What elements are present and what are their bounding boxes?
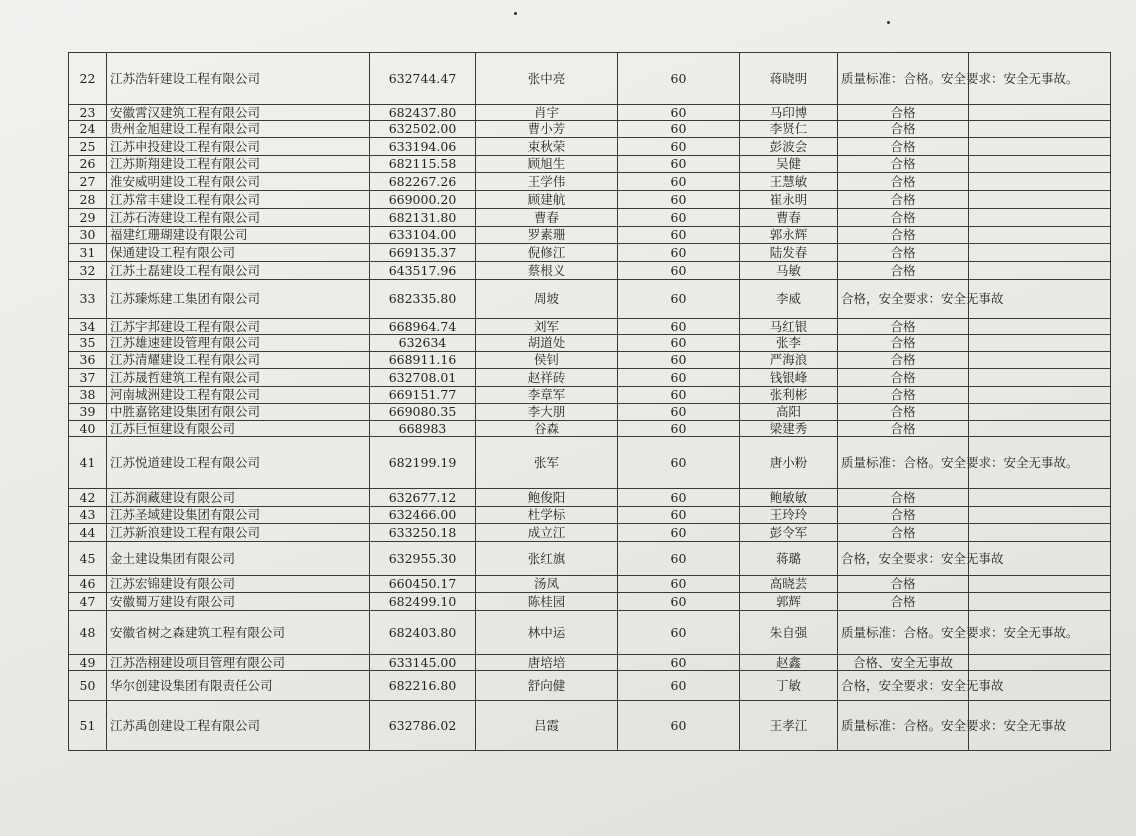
quality-requirement: 合格 xyxy=(838,227,969,244)
supervisor-name: 严海浪 xyxy=(740,352,838,369)
blank-cell xyxy=(969,593,1111,611)
company-name: 江苏圣域建设集团有限公司 xyxy=(107,507,370,524)
bid-amount: 682267.26 xyxy=(370,173,476,191)
project-manager: 林中运 xyxy=(476,611,618,655)
blank-cell xyxy=(969,489,1111,507)
quality-requirement: 合格 xyxy=(838,576,969,593)
table-row xyxy=(69,593,1111,611)
supervisor-name: 赵鑫 xyxy=(740,655,838,671)
table-row xyxy=(69,404,1111,421)
duration-days: 60 xyxy=(618,244,740,262)
bid-amount: 632955.30 xyxy=(370,542,476,576)
duration-days: 60 xyxy=(618,611,740,655)
row-number: 40 xyxy=(69,421,107,437)
table-row xyxy=(69,421,1111,437)
company-name: 江苏新浪建设工程有限公司 xyxy=(107,524,370,542)
project-manager: 周坡 xyxy=(476,280,618,319)
quality-requirement: 合格、安全无事故 xyxy=(838,655,969,671)
duration-days: 60 xyxy=(618,404,740,421)
company-name: 安徽蜀万建设有限公司 xyxy=(107,593,370,611)
company-name: 江苏常丰建设工程有限公司 xyxy=(107,191,370,209)
quality-requirement: 合格 xyxy=(838,593,969,611)
supervisor-name: 李威 xyxy=(740,280,838,319)
duration-days: 60 xyxy=(618,489,740,507)
project-manager: 刘军 xyxy=(476,319,618,335)
company-name: 华尔创建设集团有限责任公司 xyxy=(107,671,370,701)
project-manager: 张中亮 xyxy=(476,53,618,105)
quality-requirement: 合格 xyxy=(838,209,969,227)
company-name: 江苏晟哲建筑工程有限公司 xyxy=(107,369,370,387)
supervisor-name: 丁敏 xyxy=(740,671,838,701)
quality-requirement: 合格 xyxy=(838,105,969,121)
company-name: 贵州金旭建设工程有限公司 xyxy=(107,121,370,138)
quality-requirement: 质量标准：合格。安全要求：安全无事故 xyxy=(838,701,969,751)
bid-amount: 632786.02 xyxy=(370,701,476,751)
supervisor-name: 郭辉 xyxy=(740,593,838,611)
blank-cell xyxy=(969,576,1111,593)
duration-days: 60 xyxy=(618,576,740,593)
bid-amount: 632744.47 xyxy=(370,53,476,105)
company-name: 江苏臻烁建工集团有限公司 xyxy=(107,280,370,319)
blank-cell xyxy=(969,156,1111,173)
duration-days: 60 xyxy=(618,227,740,244)
row-number: 24 xyxy=(69,121,107,138)
row-number: 45 xyxy=(69,542,107,576)
duration-days: 60 xyxy=(618,524,740,542)
blank-cell xyxy=(969,352,1111,369)
row-number: 26 xyxy=(69,156,107,173)
company-name: 江苏石涛建设工程有限公司 xyxy=(107,209,370,227)
quality-requirement: 合格 xyxy=(838,156,969,173)
bid-amount: 633250.18 xyxy=(370,524,476,542)
duration-days: 60 xyxy=(618,319,740,335)
project-manager: 胡道处 xyxy=(476,335,618,352)
row-number: 42 xyxy=(69,489,107,507)
bid-amount: 632502.00 xyxy=(370,121,476,138)
row-number: 36 xyxy=(69,352,107,369)
company-name: 江苏土磊建设工程有限公司 xyxy=(107,262,370,280)
duration-days: 60 xyxy=(618,262,740,280)
row-number: 35 xyxy=(69,335,107,352)
quality-requirement: 合格 xyxy=(838,387,969,404)
supervisor-name: 钱银峰 xyxy=(740,369,838,387)
bid-amount: 669000.20 xyxy=(370,191,476,209)
quality-requirement: 合格 xyxy=(838,404,969,421)
supervisor-name: 梁建秀 xyxy=(740,421,838,437)
project-manager: 顾旭生 xyxy=(476,156,618,173)
supervisor-name: 吴健 xyxy=(740,156,838,173)
bid-amount: 682335.80 xyxy=(370,280,476,319)
duration-days: 60 xyxy=(618,701,740,751)
project-manager: 束秋荣 xyxy=(476,138,618,156)
row-number: 51 xyxy=(69,701,107,751)
table-row xyxy=(69,507,1111,524)
row-number: 30 xyxy=(69,227,107,244)
company-name: 江苏悦道建设工程有限公司 xyxy=(107,437,370,489)
company-name: 河南城洲建设工程有限公司 xyxy=(107,387,370,404)
blank-cell xyxy=(969,191,1111,209)
quality-requirement: 合格 xyxy=(838,173,969,191)
supervisor-name: 崔永明 xyxy=(740,191,838,209)
company-name: 江苏巨恒建设有限公司 xyxy=(107,421,370,437)
row-number: 37 xyxy=(69,369,107,387)
supervisor-name: 张李 xyxy=(740,335,838,352)
quality-requirement: 合格 xyxy=(838,524,969,542)
table-row xyxy=(69,524,1111,542)
supervisor-name: 曹春 xyxy=(740,209,838,227)
company-name: 江苏禹创建设工程有限公司 xyxy=(107,701,370,751)
project-manager: 顾建航 xyxy=(476,191,618,209)
supervisor-name: 李贤仁 xyxy=(740,121,838,138)
table-row xyxy=(69,319,1111,335)
project-manager: 成立江 xyxy=(476,524,618,542)
row-number: 50 xyxy=(69,671,107,701)
row-number: 46 xyxy=(69,576,107,593)
table-row xyxy=(69,576,1111,593)
table-row xyxy=(69,244,1111,262)
project-manager: 罗素珊 xyxy=(476,227,618,244)
quality-requirement: 合格，安全要求：安全无事故 xyxy=(838,671,969,701)
table-row xyxy=(69,227,1111,244)
supervisor-name: 王玲玲 xyxy=(740,507,838,524)
company-name: 江苏浩轩建设工程有限公司 xyxy=(107,53,370,105)
project-manager: 倪修江 xyxy=(476,244,618,262)
duration-days: 60 xyxy=(618,335,740,352)
company-name: 江苏申投建设工程有限公司 xyxy=(107,138,370,156)
quality-requirement: 质量标准：合格。安全要求：安全无事故。 xyxy=(838,53,969,105)
blank-cell xyxy=(969,105,1111,121)
row-number: 33 xyxy=(69,280,107,319)
row-number: 31 xyxy=(69,244,107,262)
company-name: 福建红珊瑚建设有限公司 xyxy=(107,227,370,244)
row-number: 49 xyxy=(69,655,107,671)
project-manager: 陈桂园 xyxy=(476,593,618,611)
project-manager: 汤凤 xyxy=(476,576,618,593)
blank-cell xyxy=(969,404,1111,421)
supervisor-name: 唐小粉 xyxy=(740,437,838,489)
blank-cell xyxy=(969,227,1111,244)
quality-requirement: 合格 xyxy=(838,191,969,209)
table-row xyxy=(69,280,1111,319)
bid-amount: 669151.77 xyxy=(370,387,476,404)
supervisor-name: 马印博 xyxy=(740,105,838,121)
project-manager: 杜学标 xyxy=(476,507,618,524)
table-row xyxy=(69,387,1111,404)
duration-days: 60 xyxy=(618,121,740,138)
quality-requirement: 合格 xyxy=(838,369,969,387)
project-manager: 曹春 xyxy=(476,209,618,227)
bid-amount: 682437.80 xyxy=(370,105,476,121)
supervisor-name: 彭波会 xyxy=(740,138,838,156)
duration-days: 60 xyxy=(618,352,740,369)
bid-amount: 682115.58 xyxy=(370,156,476,173)
project-manager: 李章军 xyxy=(476,387,618,404)
blank-cell xyxy=(969,173,1111,191)
quality-requirement: 合格 xyxy=(838,121,969,138)
table-row xyxy=(69,701,1111,751)
project-manager: 曹小芳 xyxy=(476,121,618,138)
supervisor-name: 朱自强 xyxy=(740,611,838,655)
speck-mark xyxy=(514,12,517,15)
project-manager: 李大朋 xyxy=(476,404,618,421)
project-manager: 赵祥砖 xyxy=(476,369,618,387)
supervisor-name: 彭令军 xyxy=(740,524,838,542)
row-number: 29 xyxy=(69,209,107,227)
quality-requirement: 合格 xyxy=(838,421,969,437)
project-manager: 唐培培 xyxy=(476,655,618,671)
row-number: 27 xyxy=(69,173,107,191)
supervisor-name: 高阳 xyxy=(740,404,838,421)
table-row xyxy=(69,121,1111,138)
table-row xyxy=(69,335,1111,352)
bid-amount: 632708.01 xyxy=(370,369,476,387)
table-row xyxy=(69,173,1111,191)
duration-days: 60 xyxy=(618,280,740,319)
row-number: 48 xyxy=(69,611,107,655)
row-number: 39 xyxy=(69,404,107,421)
project-manager: 吕霞 xyxy=(476,701,618,751)
row-number: 38 xyxy=(69,387,107,404)
quality-requirement: 合格 xyxy=(838,335,969,352)
table-row xyxy=(69,489,1111,507)
row-number: 22 xyxy=(69,53,107,105)
duration-days: 60 xyxy=(618,138,740,156)
blank-cell xyxy=(969,319,1111,335)
blank-cell xyxy=(969,421,1111,437)
table-row xyxy=(69,542,1111,576)
blank-cell xyxy=(969,655,1111,671)
company-name: 江苏宇邦建设工程有限公司 xyxy=(107,319,370,335)
row-number: 41 xyxy=(69,437,107,489)
duration-days: 60 xyxy=(618,173,740,191)
blank-cell xyxy=(969,387,1111,404)
bid-amount: 633194.06 xyxy=(370,138,476,156)
supervisor-name: 陆发春 xyxy=(740,244,838,262)
bid-amount: 633145.00 xyxy=(370,655,476,671)
quality-requirement: 合格 xyxy=(838,319,969,335)
row-number: 25 xyxy=(69,138,107,156)
company-name: 江苏清耀建设工程有限公司 xyxy=(107,352,370,369)
quality-requirement: 合格，安全要求：安全无事故 xyxy=(838,280,969,319)
blank-cell xyxy=(969,138,1111,156)
row-number: 47 xyxy=(69,593,107,611)
supervisor-name: 张利彬 xyxy=(740,387,838,404)
blank-cell xyxy=(969,121,1111,138)
row-number: 44 xyxy=(69,524,107,542)
duration-days: 60 xyxy=(618,421,740,437)
quality-requirement: 合格 xyxy=(838,489,969,507)
supervisor-name: 高晓芸 xyxy=(740,576,838,593)
company-name: 安徽省树之森建筑工程有限公司 xyxy=(107,611,370,655)
company-name: 金土建设集团有限公司 xyxy=(107,542,370,576)
supervisor-name: 马敏 xyxy=(740,262,838,280)
table-row xyxy=(69,53,1111,105)
duration-days: 60 xyxy=(618,156,740,173)
company-name: 江苏宏锦建设有限公司 xyxy=(107,576,370,593)
quality-requirement: 合格 xyxy=(838,352,969,369)
row-number: 28 xyxy=(69,191,107,209)
quality-requirement: 质量标准：合格。安全要求：安全无事故。 xyxy=(838,611,969,655)
table-row xyxy=(69,209,1111,227)
blank-cell xyxy=(969,244,1111,262)
bid-amount: 633104.00 xyxy=(370,227,476,244)
quality-requirement: 合格 xyxy=(838,244,969,262)
bid-amount: 669080.35 xyxy=(370,404,476,421)
bid-amount: 669135.37 xyxy=(370,244,476,262)
bid-amount: 632466.00 xyxy=(370,507,476,524)
supervisor-name: 蒋璐 xyxy=(740,542,838,576)
blank-cell xyxy=(969,209,1111,227)
quality-requirement: 合格 xyxy=(838,138,969,156)
project-manager: 蔡根义 xyxy=(476,262,618,280)
table-row xyxy=(69,611,1111,655)
bid-amount: 660450.17 xyxy=(370,576,476,593)
blank-cell xyxy=(969,369,1111,387)
table-row xyxy=(69,369,1111,387)
duration-days: 60 xyxy=(618,437,740,489)
row-number: 23 xyxy=(69,105,107,121)
table-row xyxy=(69,437,1111,489)
duration-days: 60 xyxy=(618,105,740,121)
duration-days: 60 xyxy=(618,593,740,611)
quality-requirement: 合格，安全要求：安全无事故 xyxy=(838,542,969,576)
bid-amount: 682199.19 xyxy=(370,437,476,489)
supervisor-name: 蒋晓明 xyxy=(740,53,838,105)
table-row xyxy=(69,191,1111,209)
table-row xyxy=(69,655,1111,671)
duration-days: 60 xyxy=(618,191,740,209)
row-number: 43 xyxy=(69,507,107,524)
duration-days: 60 xyxy=(618,655,740,671)
table-row xyxy=(69,671,1111,701)
blank-cell xyxy=(969,262,1111,280)
company-name: 江苏雄速建设管理有限公司 xyxy=(107,335,370,352)
bid-amount: 632634 xyxy=(370,335,476,352)
project-manager: 张红旗 xyxy=(476,542,618,576)
blank-cell xyxy=(969,507,1111,524)
bid-amount: 682403.80 xyxy=(370,611,476,655)
duration-days: 60 xyxy=(618,209,740,227)
table-row xyxy=(69,138,1111,156)
project-manager: 侯钊 xyxy=(476,352,618,369)
supervisor-name: 郭永辉 xyxy=(740,227,838,244)
company-name: 安徽霄汉建筑工程有限公司 xyxy=(107,105,370,121)
project-manager: 王学伟 xyxy=(476,173,618,191)
company-name: 中胜嘉铭建设集团有限公司 xyxy=(107,404,370,421)
quality-requirement: 合格 xyxy=(838,507,969,524)
duration-days: 60 xyxy=(618,542,740,576)
duration-days: 60 xyxy=(618,387,740,404)
bid-amount: 682499.10 xyxy=(370,593,476,611)
bid-amount: 668983 xyxy=(370,421,476,437)
bid-results-table xyxy=(68,52,1111,751)
bid-amount: 682216.80 xyxy=(370,671,476,701)
bid-amount: 643517.96 xyxy=(370,262,476,280)
blank-cell xyxy=(969,335,1111,352)
company-name: 江苏斯翔建设工程有限公司 xyxy=(107,156,370,173)
duration-days: 60 xyxy=(618,369,740,387)
bid-amount: 668964.74 xyxy=(370,319,476,335)
project-manager: 张军 xyxy=(476,437,618,489)
duration-days: 60 xyxy=(618,53,740,105)
table-row xyxy=(69,262,1111,280)
supervisor-name: 王孝江 xyxy=(740,701,838,751)
row-number: 32 xyxy=(69,262,107,280)
project-manager: 肖宇 xyxy=(476,105,618,121)
bid-amount: 682131.80 xyxy=(370,209,476,227)
supervisor-name: 王慧敏 xyxy=(740,173,838,191)
project-manager: 舒向健 xyxy=(476,671,618,701)
project-manager: 鲍俊阳 xyxy=(476,489,618,507)
company-name: 江苏润藏建设有限公司 xyxy=(107,489,370,507)
duration-days: 60 xyxy=(618,507,740,524)
table-row xyxy=(69,352,1111,369)
bid-amount: 632677.12 xyxy=(370,489,476,507)
quality-requirement: 合格 xyxy=(838,262,969,280)
supervisor-name: 鲍敏敏 xyxy=(740,489,838,507)
bid-amount: 668911.16 xyxy=(370,352,476,369)
company-name: 淮安威明建设工程有限公司 xyxy=(107,173,370,191)
speck-mark xyxy=(887,21,890,24)
duration-days: 60 xyxy=(618,671,740,701)
blank-cell xyxy=(969,524,1111,542)
supervisor-name: 马红银 xyxy=(740,319,838,335)
table-row xyxy=(69,156,1111,173)
project-manager: 谷森 xyxy=(476,421,618,437)
quality-requirement: 质量标准：合格。安全要求：安全无事故。 xyxy=(838,437,969,489)
company-name: 江苏浩栩建设项目管理有限公司 xyxy=(107,655,370,671)
row-number: 34 xyxy=(69,319,107,335)
table-row xyxy=(69,105,1111,121)
company-name: 保通建设工程有限公司 xyxy=(107,244,370,262)
